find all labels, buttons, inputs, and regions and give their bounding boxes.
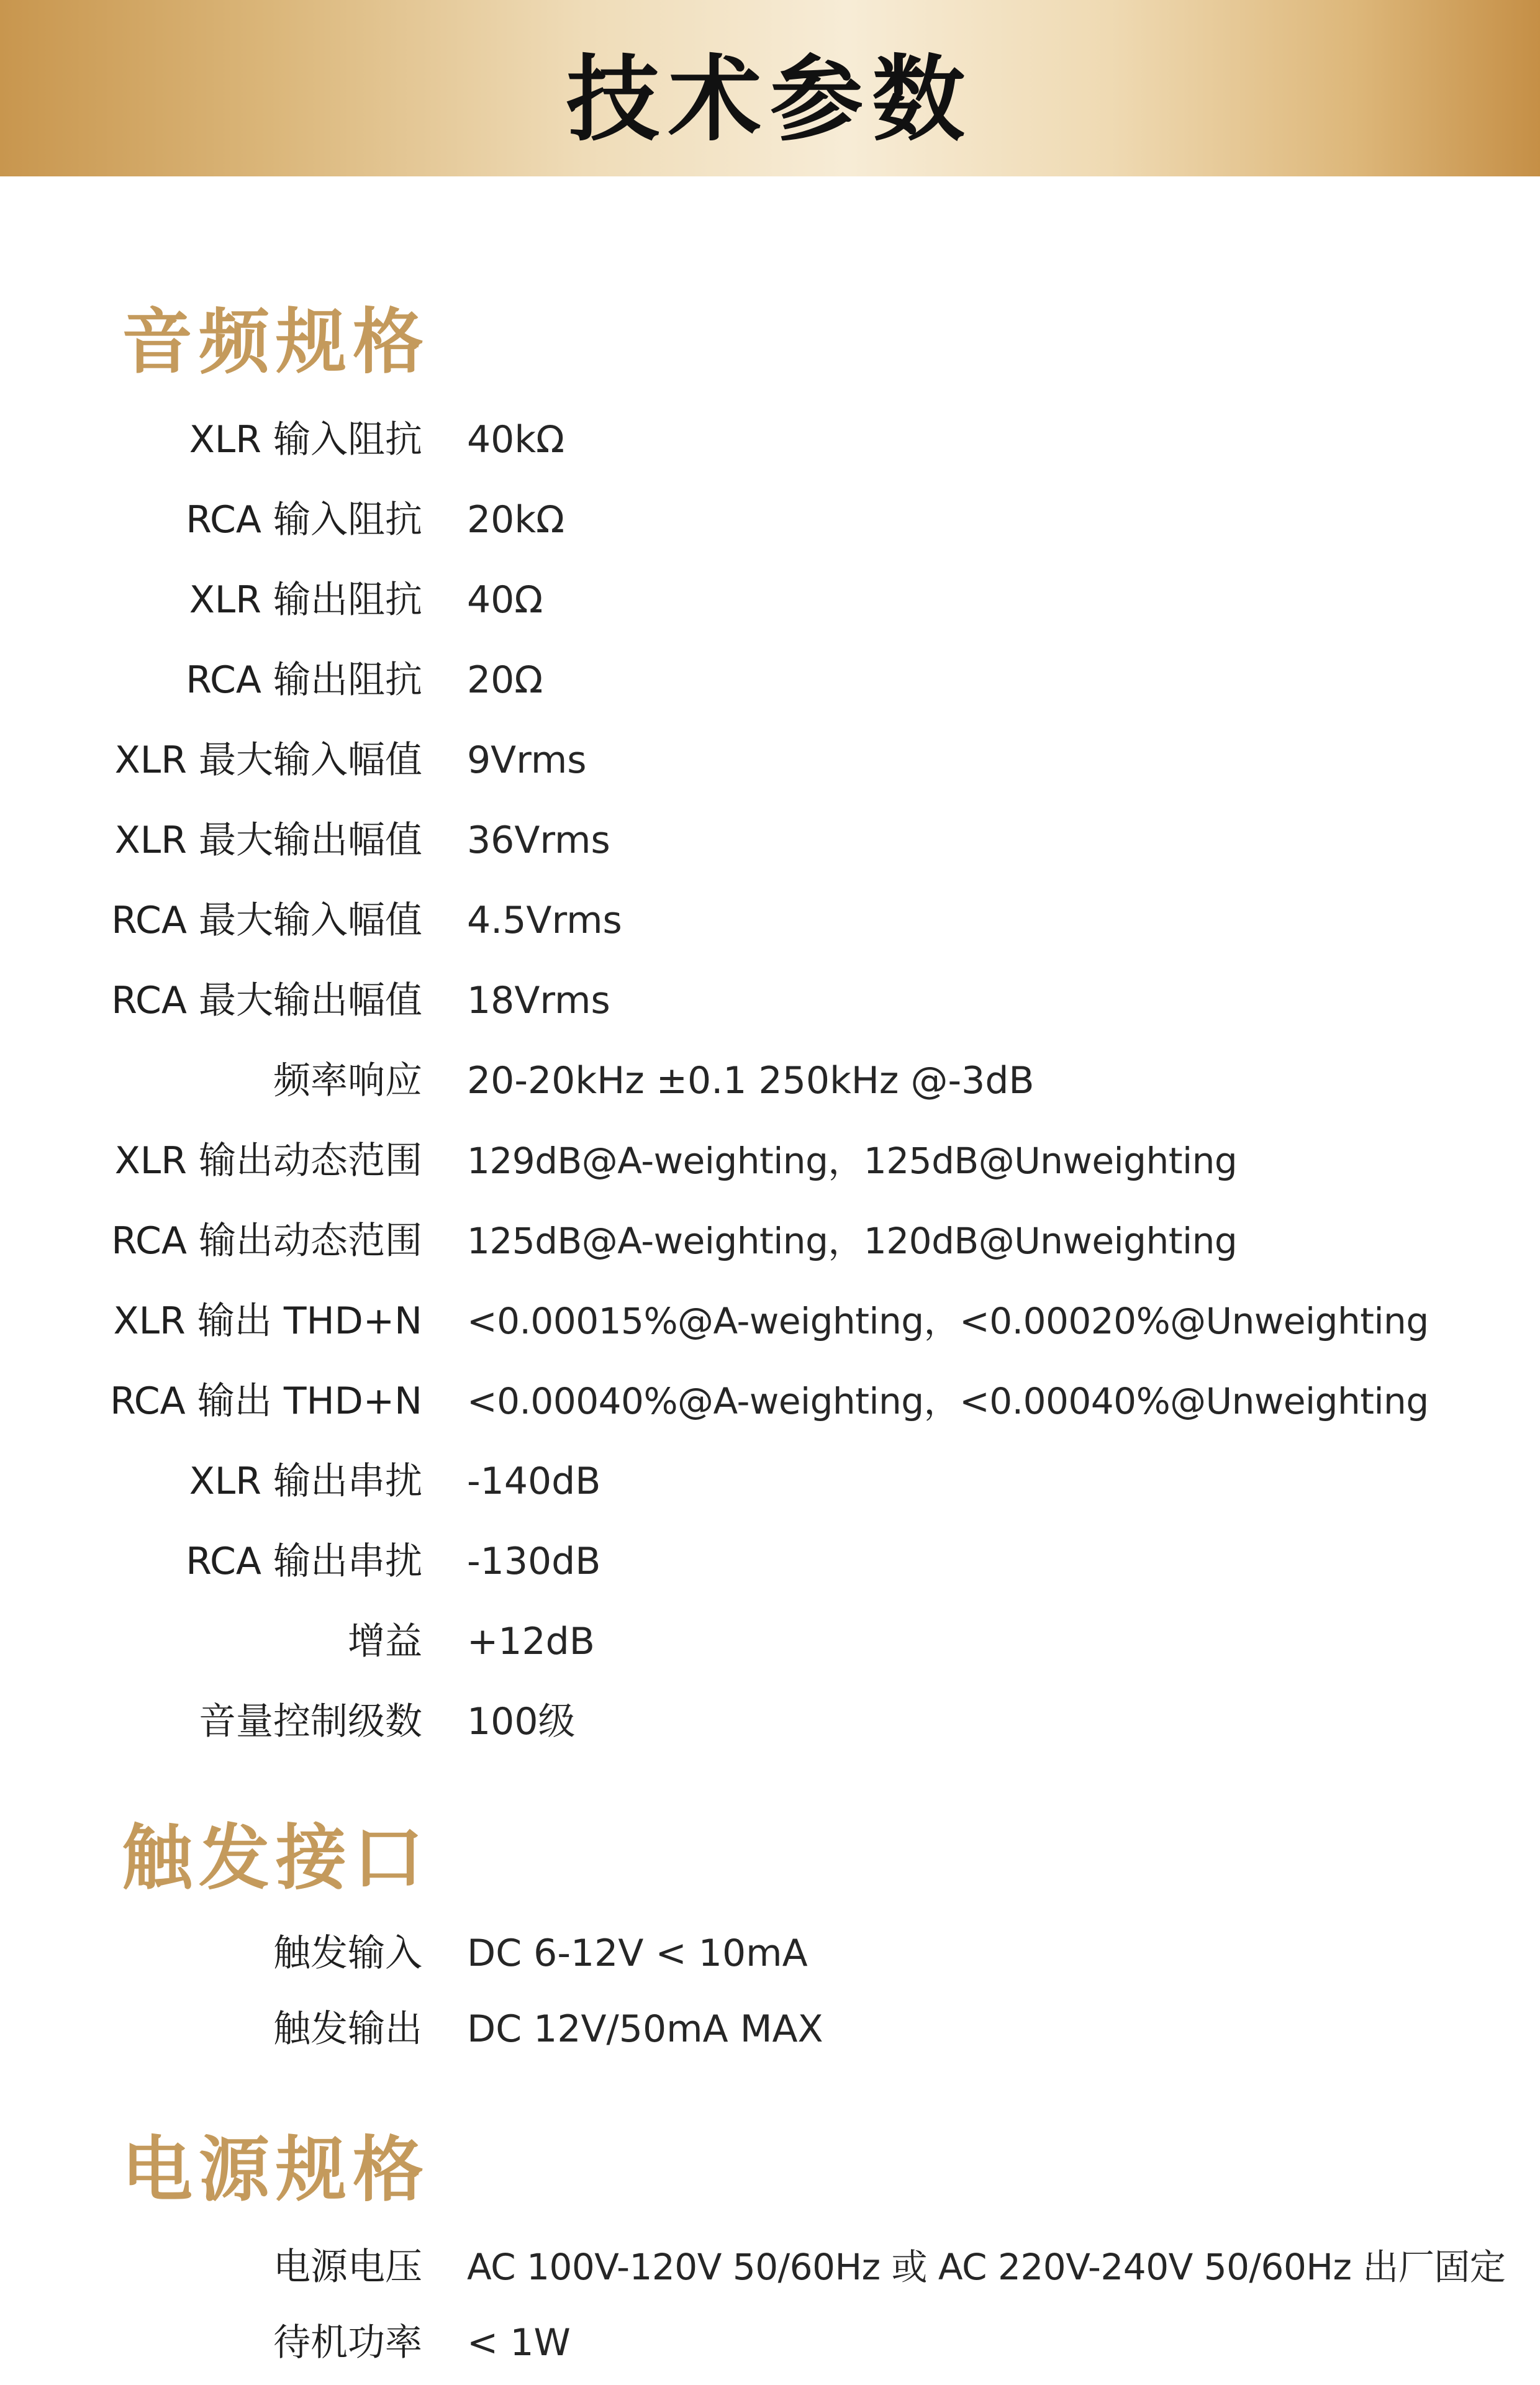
spec-row (0, 489, 1540, 551)
spec-label: RCA 输出串扰 (186, 1540, 422, 1583)
spec-row (0, 1998, 1540, 2060)
spec-row (0, 1370, 1540, 1432)
spec-label: RCA 最大输出幅值 (111, 979, 422, 1022)
spec-label: RCA 输出 THD+N (110, 1379, 422, 1423)
spec-value: 20Ω (467, 658, 543, 702)
spec-value: AC 100V-120V 50/60Hz 或 AC 220V-240V 50/60Hz 出厂固定 (467, 2246, 1506, 2288)
spec-value: 36Vrms (467, 819, 610, 862)
spec-row (0, 409, 1540, 471)
spec-value: 125dB@A-weighting，120dB@Unweighting (467, 1220, 1238, 1262)
spec-value: 20kΩ (467, 498, 564, 542)
page-title: 技术参数 (566, 46, 974, 154)
spec-value: <0.00040%@A-weighting，<0.00040%@Unweighting (467, 1380, 1429, 1422)
spec-value: 18Vrms (467, 979, 610, 1022)
spec-label: 频率响应 (273, 1059, 422, 1102)
spec-label: XLR 输出 THD+N (113, 1299, 422, 1343)
spec-row (0, 1290, 1540, 1352)
spec-label: 触发输出 (273, 2007, 422, 2051)
spec-row (0, 1691, 1540, 1753)
spec-value: -130dB (467, 1540, 601, 1583)
spec-value: <0.00015%@A-weighting，<0.00020%@Unweighting (467, 1300, 1429, 1342)
spec-value: 129dB@A-weighting，125dB@Unweighting (467, 1140, 1238, 1182)
spec-label: 音量控制级数 (199, 1700, 422, 1743)
spec-value: 4.5Vrms (467, 899, 622, 942)
spec-row (0, 1050, 1540, 1112)
section-title-power: 电源规格 (122, 2128, 430, 2211)
spec-value: 9Vrms (467, 738, 587, 782)
spec-row (0, 1450, 1540, 1512)
spec-row (0, 1530, 1540, 1592)
spec-label: RCA 输出阻抗 (186, 658, 422, 702)
spec-label: RCA 输入阻抗 (186, 498, 422, 542)
spec-label: XLR 输入阻抗 (189, 418, 422, 461)
spec-row (0, 2236, 1540, 2298)
spec-row (0, 809, 1540, 871)
spec-label: 触发输入 (273, 1932, 422, 1975)
spec-label: XLR 输出动态范围 (114, 1139, 422, 1183)
section-title-trigger: 触发接口 (122, 1817, 430, 1899)
spec-value: 20-20kHz ±0.1 250kHz @-3dB (467, 1059, 1035, 1102)
spec-row (0, 2312, 1540, 2374)
spec-value: 40kΩ (467, 418, 564, 461)
spec-label: XLR 最大输入幅值 (114, 738, 422, 782)
spec-value: DC 6-12V < 10mA (467, 1932, 808, 1975)
spec-row (0, 1210, 1540, 1272)
spec-row (0, 569, 1540, 631)
spec-row (0, 1130, 1540, 1192)
spec-label: RCA 输出动态范围 (111, 1219, 422, 1263)
spec-value: -140dB (467, 1460, 601, 1503)
header-banner (0, 0, 1540, 176)
spec-row (0, 970, 1540, 1032)
spec-label: RCA 最大输入幅值 (111, 899, 422, 942)
spec-label: XLR 输出阻抗 (189, 578, 422, 622)
spec-value: 100级 (467, 1700, 576, 1743)
spec-value: 40Ω (467, 578, 543, 622)
spec-label: 待机功率 (273, 2321, 422, 2365)
spec-label: 增益 (348, 1620, 422, 1663)
spec-label: 电源电压 (273, 2245, 422, 2289)
spec-row (0, 1922, 1540, 1984)
section-title-audio: 音频规格 (122, 301, 430, 383)
spec-row (0, 889, 1540, 952)
spec-row (0, 1610, 1540, 1673)
spec-value: +12dB (467, 1620, 595, 1663)
spec-row (0, 649, 1540, 711)
spec-value: < 1W (467, 2321, 571, 2365)
spec-row (0, 729, 1540, 791)
spec-label: XLR 最大输出幅值 (114, 819, 422, 862)
spec-label: XLR 输出串扰 (189, 1460, 422, 1503)
spec-value: DC 12V/50mA MAX (467, 2007, 823, 2051)
